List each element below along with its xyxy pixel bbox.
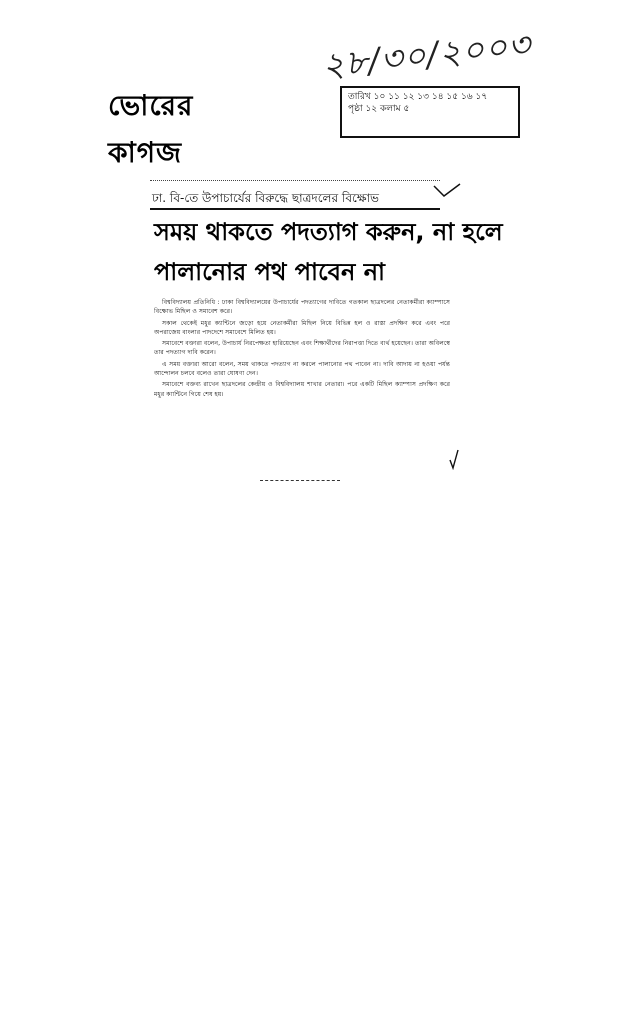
clipping-top-edge [150, 180, 440, 185]
stamp-date-line: তারিখ ১০ ১১ ১২ ১৩ ১৪ ১৫ ১৬ ১৭ [348, 92, 488, 102]
newspaper-masthead: ভোরের কাগজ [108, 89, 194, 169]
paragraph: সমাবেশে বক্তব্য রাখেন ছাত্রদলের কেন্দ্রীয় ও বিশ্ববিদ্যালয় শাখার নেতারা। পরে একটি মিছিল ক্যাম্পাস প্রদক্ষিণ করে মধুর ক্যান্টিনে গিয়ে শেষ হয়। [154, 381, 450, 398]
paragraph: সকাল থেকেই মধুর ক্যান্টিনে জড়ো হয়ে নেতাকর্মীরা মিছিল নিয়ে বিভিন্ন হল ও রাস্তা প্রদক্ষিণ করে এবং পরে অপরাজেয় বাংলার পাদদেশে সমাবেশে মিলিত হয়। [154, 319, 450, 336]
paragraph: এ সময় বক্তারা আরো বলেন, সময় থাকতে পদত্যাগ না করলে পালানোর পথ পাবেন না। দাবি আদায় না হওয়া পর্যন্ত আন্দোলন চলবে বলেও তারা ঘোষণা দেন। [154, 360, 450, 378]
paragraph: সমাবেশে বক্তারা বলেন, উপাচার্য নিরপেক্ষতা হারিয়েছেন এবং শিক্ষার্থীদের নিরাপত্তা দিতে ব্যর্থ হয়েছেন। তারা অবিলম্বে তার পদত্যাগ দাবি করেন। [154, 340, 450, 357]
news-clipping [150, 180, 503, 480]
paragraph: বিশ্ববিদ্যালয় প্রতিনিধি : ঢাকা বিশ্ববিদ্যালয়ের উপাচার্যের পদত্যাগের দাবিতে গতকাল ছাত্রদলের নেতাকর্মীরা ক্যাম্পাসে বিক্ষোভ মিছিল ও সমাবেশ করে। [154, 299, 450, 316]
stamp-page-line: পৃষ্ঠা ১২ কলাম ৫ [348, 104, 410, 114]
headline-line-2: পালানোর পথ পাবেন না [154, 258, 385, 286]
clipping-bottom-rule [260, 480, 340, 482]
kicker-rule [150, 208, 440, 210]
article-kicker: ঢা. বি-তে উপাচার্যের বিরুদ্ধে ছাত্রদলের বিক্ষোভ [152, 191, 379, 205]
article-body [154, 298, 450, 482]
handwritten-date: ২৮/৩০/২০০৩ [320, 24, 534, 87]
headline-line-1: সময় থাকতে পদত্যাগ করুন, না হলে [154, 218, 503, 246]
pen-tick-icon [448, 448, 460, 470]
archive-stamp [340, 86, 520, 138]
